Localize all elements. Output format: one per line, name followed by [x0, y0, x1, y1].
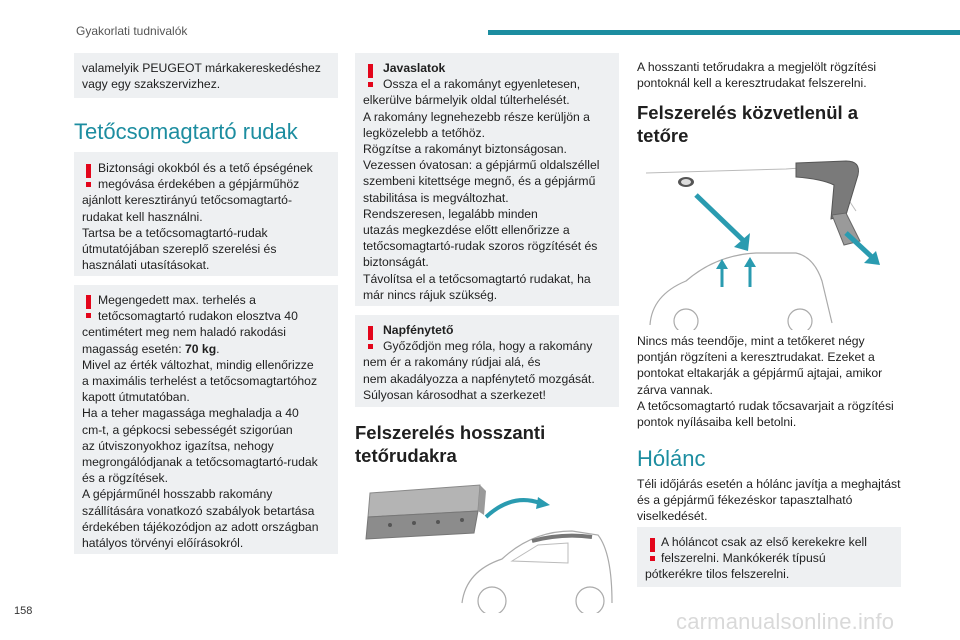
snow-intro	[637, 476, 901, 525]
advice-title: Javaslatok	[383, 61, 446, 75]
subheading-direct-roof	[637, 101, 858, 147]
advice-line: már nincs rájuk szükség.	[363, 287, 498, 302]
advice-box	[355, 53, 619, 306]
warning-line: és a rögzítések.	[82, 471, 169, 486]
sunroof-title: Napfénytető	[383, 323, 454, 337]
warning-line: útmutatójában szereplő szerelési és	[82, 242, 277, 257]
roof-mounting-illustration	[646, 155, 906, 330]
snow-warning-line: pótkerékre tilos felszerelni.	[645, 567, 790, 582]
advice-line: stabilitása is megváltozhat.	[363, 190, 509, 205]
advice-line: Távolítsa el a tetőcsomagtartó rudakat, ha	[363, 271, 591, 286]
col3-intro	[637, 59, 876, 91]
snow-intro-line: Téli időjárás esetén a hólánc javítja a meghajtást	[637, 477, 901, 491]
warning-line: hatályos törvényi előírásokról.	[82, 536, 244, 551]
warning-line: cm-t, a gépkocsi sebességét szigorúan	[82, 422, 293, 437]
advice-line: Vezessen óvatosan: a gépjármű oldalszéllel	[363, 158, 600, 173]
advice-line: tetőcsomagtartó-rudak szoros rögzítését és	[363, 239, 598, 254]
snow-warning-box	[637, 527, 901, 587]
sunroof-line: nem ér a rakomány rúdjai alá, és	[363, 355, 541, 370]
max-load-suffix: .	[216, 341, 220, 356]
warning-box-max-load	[74, 285, 338, 554]
snow-intro-line: viselkedését.	[637, 509, 708, 524]
warning-line: ajánlott keresztirányú tetőcsomagtartó-	[82, 193, 292, 208]
longitudinal-bars-illustration	[362, 473, 618, 613]
subheading-line: tetőrudakra	[355, 445, 457, 466]
advice-line: Ossza el a rakományt egyenletesen,	[383, 77, 581, 92]
watermark: carmanualsonline.info	[676, 609, 895, 634]
section-title-snow-chains: Hólánc	[637, 446, 706, 471]
warning-line: tetőcsomagtartó rudakon elosztva 40	[98, 309, 298, 324]
warning-line: érdekében tájékozódjon az adott országban	[82, 519, 319, 534]
warning-line: használati utasításokat.	[82, 258, 210, 273]
snow-warning-line: A hóláncot csak az első kerekekre kell	[661, 535, 867, 549]
warning-line: kapott útmutatóban.	[82, 390, 190, 405]
section-title-roof-bars: Tetőcsomagtartó rudak	[74, 119, 298, 144]
intro-line: pontoknál kell a keresztrudakat felszerelni.	[637, 76, 867, 91]
warning-line: A gépjárműnél hosszabb rakomány	[82, 487, 273, 502]
page-number: 158	[14, 605, 33, 617]
warning-line: a maximális terhelést a tetőcsomagtartóhoz	[82, 374, 318, 389]
intro-box	[74, 53, 338, 98]
intro-line: vagy egy szakszervizhez.	[82, 77, 221, 92]
snow-intro-line: és a gépjármű fékezéskor tapasztalható	[637, 493, 853, 508]
max-load-prefix: magasság esetén:	[82, 341, 185, 356]
advice-line: biztonságát.	[363, 255, 429, 270]
header-accent-bar	[488, 30, 960, 35]
warning-line: centimétert meg nem haladó rakodási	[82, 325, 286, 340]
intro-line: valamelyik PEUGEOT márkakereskedéshez	[82, 61, 321, 75]
warning-line: Ha a teher magassága meghaladja a 40	[82, 406, 299, 421]
warning-box-roof-bars	[74, 152, 338, 276]
sunroof-line: nem akadályozza a napfénytető mozgását.	[363, 371, 595, 386]
sunroof-box	[355, 315, 619, 407]
intro-line: A hosszanti tetőrudakra a megjelölt rögzítési	[637, 60, 877, 74]
subheading-line: Felszerelés közvetlenül a	[637, 102, 859, 123]
col3-body	[637, 333, 894, 430]
warning-line: megóvása érdekében a gépjárműhöz	[98, 177, 300, 192]
warning-line: Biztonsági okokból és a tető épségének	[98, 161, 313, 175]
body-line: pontján rögzíteni a keresztrudakat. Ezeket a	[637, 350, 875, 365]
advice-line: utazás megkezdése előtt ellenőrizze a	[363, 223, 570, 238]
body-line: Nincs más teendője, mint a tetőkeret négy	[637, 334, 865, 348]
body-line: pontokat eltakarják a gépjármű ajtajai, amikor	[637, 366, 883, 381]
sunroof-line: Győződjön meg róla, hogy a rakomány	[383, 339, 593, 354]
warning-line: megrongálódjanak a tetőcsomagtartó-rudak	[82, 455, 318, 470]
warning-line: rudakat kell használni.	[82, 209, 203, 224]
max-load-line	[82, 341, 338, 357]
advice-line: elkerülve bármelyik oldal túlterhelését.	[363, 93, 570, 108]
advice-line: Rögzítse a rakományt biztonságosan.	[363, 142, 567, 157]
warning-line: szállítására vonatkozó szabályok betartása	[82, 503, 315, 518]
sunroof-line: Súlyosan károsodhat a szerkezet!	[363, 387, 546, 402]
warning-line: Megengedett max. terhelés a	[98, 293, 256, 307]
advice-line: szembeni kitettsége megnő, és a gépjármű	[363, 174, 596, 189]
body-line: A tetőcsomagtartó rudak tőcsavarjait a rögzítési	[637, 398, 894, 413]
max-load-value: 70 kg	[184, 341, 217, 356]
subheading-longitudinal-bars	[355, 421, 545, 467]
snow-warning-line: felszerelni. Mankókerék típusú	[661, 551, 826, 566]
subheading-line: Felszerelés hosszanti	[355, 422, 546, 443]
advice-line: A rakomány legnehezebb része kerüljön a	[363, 109, 590, 124]
warning-line: az útviszonyokhoz igazítsa, nehogy	[82, 438, 274, 453]
warning-line: Tartsa be a tetőcsomagtartó-rudak	[82, 225, 268, 240]
advice-line: legközelebb a tetőhöz.	[363, 125, 485, 140]
body-line: pontok nyílásaiba kell betolni.	[637, 415, 797, 430]
subheading-line: tetőre	[637, 125, 689, 146]
header-title: Gyakorlati tudnivalók	[76, 24, 188, 38]
advice-line: Rendszeresen, legalább minden	[363, 206, 538, 221]
warning-line: Mivel az érték változhat, mindig ellenőrizze	[82, 357, 314, 372]
body-line: zárva vannak.	[637, 382, 713, 397]
